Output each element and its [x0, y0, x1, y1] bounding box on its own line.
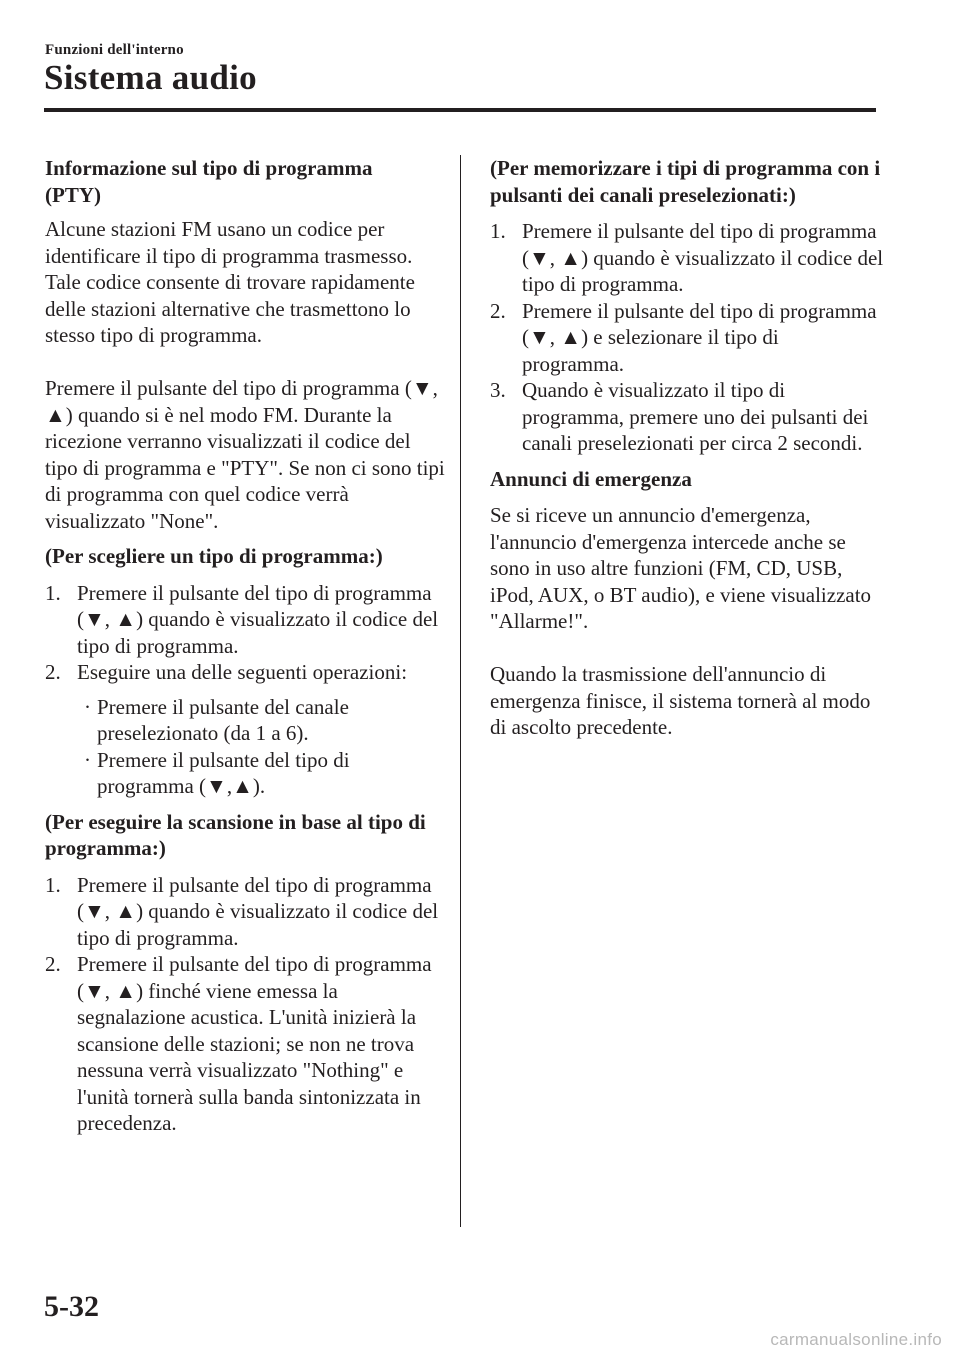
bullet-text: Premere il pulsante del canale preselezionato (da 1 a 6).: [97, 694, 349, 745]
step-number: 2.: [45, 952, 61, 976]
step-text: Premere il pulsante del tipo di programma (▼, ▲) e selezionare il tipo di programma.: [522, 298, 877, 376]
list-item: [45, 659, 445, 686]
left-column: [45, 155, 445, 1137]
header-divider: [44, 108, 876, 112]
list-item: [45, 872, 445, 952]
pty-intro-paragraph: Alcune stazioni FM usano un codice per identificare il tipo di programma trasmesso. Tale codice consente di trovare rapidamente delle stazioni alternative che trasmettono lo stesso tipo di programma.: [45, 217, 415, 347]
store-program-steps: [490, 218, 885, 457]
pty-heading: [45, 155, 445, 208]
step-text: Premere il pulsante del tipo di programma (▼, ▲) quando è visualizzato il codice del tipo di programma.: [77, 580, 439, 658]
emergency-heading: Annunci di emergenza: [490, 466, 692, 491]
store-program-heading: (Per memorizzare i tipi di programma con i pulsanti dei canali preselezionati:): [490, 156, 881, 207]
select-program-options: [45, 694, 445, 800]
step-number: 1.: [45, 580, 61, 605]
step-number: 3.: [490, 378, 506, 402]
section-label: Funzioni dell'interno: [45, 42, 184, 58]
step-text: Premere il pulsante del tipo di programma (▼, ▲) quando è visualizzato il codice del tipo di programma.: [77, 872, 439, 950]
list-item: [45, 951, 445, 1137]
pty-heading-line-1: Informazione sul tipo di programma: [45, 156, 373, 180]
watermark: carmanualsonline.info: [770, 1330, 942, 1349]
bullet-dot: ·: [84, 694, 91, 719]
right-column: [490, 155, 885, 741]
list-item: [84, 747, 445, 800]
emergency-paragraph-1: Se si riceve un annuncio d'emergenza, l'annuncio d'emergenza intercede anche se sono in uso altre funzioni (FM, CD, USB, iPod, AUX, o BT audio), e viene visualizzato "Allarme!".: [490, 503, 872, 633]
emergency-paragraph-2: Quando la trasmissione dell'annuncio di emergenza finisce, il sistema tornerà al modo di ascolto precedente.: [490, 662, 871, 739]
step-text: Quando è visualizzato il tipo di programma, premere uno dei pulsanti dei canali preselezionati per circa 2 secondi.: [522, 378, 869, 455]
scan-program-heading: (Per eseguire la scansione in base al tipo di programma:): [45, 809, 426, 860]
pty-usage-paragraph: Premere il pulsante del tipo di programma (▼, ▲) quando si è nel modo FM. Durante la ricezione verranno visualizzati il codice del tipo di programma e "PTY". Se non ci sono tipi di programma con quel codice verrà visualizzato "None".: [45, 376, 445, 533]
list-item: [490, 377, 885, 457]
list-item: [45, 580, 445, 660]
step-number: 1.: [490, 219, 506, 243]
page-title: Sistema audio: [44, 58, 257, 97]
bullet-dot: ·: [84, 747, 91, 772]
column-divider: [460, 155, 461, 1227]
page-number: 5-32: [44, 1290, 99, 1323]
step-number: 1.: [45, 872, 61, 897]
pty-heading-line-2: (PTY): [45, 182, 101, 207]
step-text: Premere il pulsante del tipo di programma (▼, ▲) quando è visualizzato il codice del tipo di programma.: [522, 219, 884, 296]
select-program-heading: (Per scegliere un tipo di programma:): [45, 544, 383, 568]
scan-program-steps: [45, 872, 445, 1137]
step-text: Premere il pulsante del tipo di programma (▼, ▲) finché viene emessa la segnalazione acustica. L'unità inizierà la scansione delle stazioni; se non ne trova nessuna verrà visualizzato "Nothing" e l'unità tornerà sulla banda sintonizzata in precedenza.: [77, 952, 432, 1135]
list-item: [490, 298, 885, 378]
step-number: 2.: [490, 298, 506, 323]
bullet-text: Premere il pulsante del tipo di programma (▼,▲).: [97, 747, 350, 798]
step-text: Eseguire una delle seguenti operazioni:: [77, 660, 408, 684]
select-program-steps: [45, 580, 445, 686]
list-item: [84, 694, 445, 747]
step-number: 2.: [45, 660, 61, 684]
list-item: [490, 218, 885, 298]
